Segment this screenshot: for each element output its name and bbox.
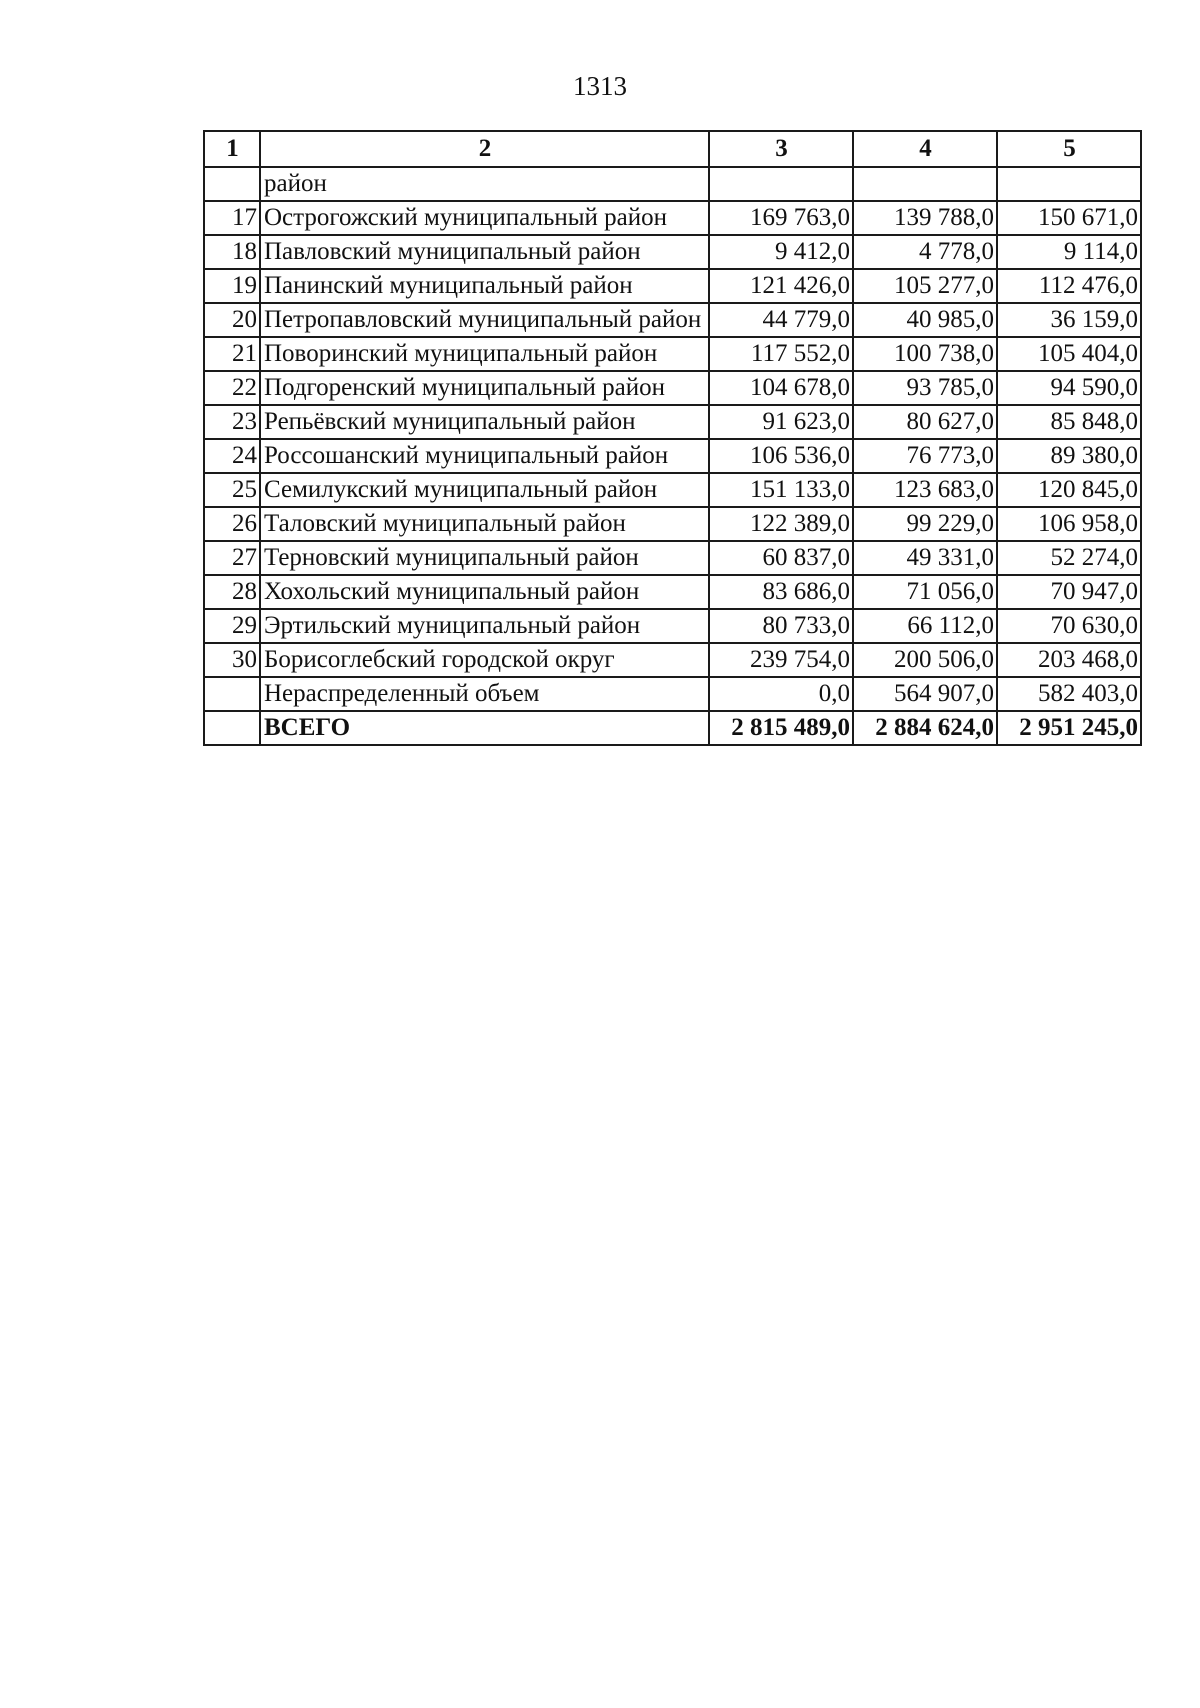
table-row xyxy=(204,201,1141,235)
cell-name: Петропавловский муниципальный район xyxy=(260,303,709,337)
cell-name: Россошанский муниципальный район xyxy=(260,439,709,473)
cell-v3: 83 686,0 xyxy=(709,575,853,609)
total-row xyxy=(204,711,1141,745)
table-row xyxy=(204,269,1141,303)
cell-name: Подгоренский муниципальный район xyxy=(260,371,709,405)
table-row xyxy=(204,575,1141,609)
cell-v5: 85 848,0 xyxy=(997,405,1141,439)
table-row xyxy=(204,303,1141,337)
cell-v4: 80 627,0 xyxy=(853,405,997,439)
table-row xyxy=(204,439,1141,473)
cell-num xyxy=(204,711,260,745)
cell-v3: 122 389,0 xyxy=(709,507,853,541)
cell-v4: 105 277,0 xyxy=(853,269,997,303)
cell-v3: 239 754,0 xyxy=(709,643,853,677)
cell-v5: 36 159,0 xyxy=(997,303,1141,337)
cell-name: Павловский муниципальный район xyxy=(260,235,709,269)
cell-v4: 200 506,0 xyxy=(853,643,997,677)
cell-name: Острогожский муниципальный район xyxy=(260,201,709,235)
cell-num: 19 xyxy=(204,269,260,303)
cell-v4: 123 683,0 xyxy=(853,473,997,507)
cell-v3: 0,0 xyxy=(709,677,853,711)
cell-v3 xyxy=(709,167,853,201)
cell-v5: 70 947,0 xyxy=(997,575,1141,609)
cell-v5: 2 951 245,0 xyxy=(997,711,1141,745)
cell-name: Хохольский муниципальный район xyxy=(260,575,709,609)
header-col-3: 3 xyxy=(709,131,853,167)
cell-v5: 105 404,0 xyxy=(997,337,1141,371)
cell-v3: 60 837,0 xyxy=(709,541,853,575)
cell-name: Нераспределенный объем xyxy=(260,677,709,711)
cell-num xyxy=(204,677,260,711)
cell-v5: 94 590,0 xyxy=(997,371,1141,405)
cell-v5: 9 114,0 xyxy=(997,235,1141,269)
cell-name: ВСЕГО xyxy=(260,711,709,745)
cell-v3: 44 779,0 xyxy=(709,303,853,337)
cell-num: 26 xyxy=(204,507,260,541)
cell-num: 21 xyxy=(204,337,260,371)
cell-v4: 99 229,0 xyxy=(853,507,997,541)
cell-num: 18 xyxy=(204,235,260,269)
cell-v3: 91 623,0 xyxy=(709,405,853,439)
cell-v4: 4 778,0 xyxy=(853,235,997,269)
cell-num: 20 xyxy=(204,303,260,337)
cell-num: 25 xyxy=(204,473,260,507)
cell-v4: 66 112,0 xyxy=(853,609,997,643)
cell-v4: 40 985,0 xyxy=(853,303,997,337)
cell-name: Эртильский муниципальный район xyxy=(260,609,709,643)
header-col-2: 2 xyxy=(260,131,709,167)
cell-v3: 80 733,0 xyxy=(709,609,853,643)
cell-num: 23 xyxy=(204,405,260,439)
header-col-5: 5 xyxy=(997,131,1141,167)
cell-name: Таловский муниципальный район xyxy=(260,507,709,541)
cell-v3: 169 763,0 xyxy=(709,201,853,235)
cell-v5: 52 274,0 xyxy=(997,541,1141,575)
cell-v3: 151 133,0 xyxy=(709,473,853,507)
cell-v4: 93 785,0 xyxy=(853,371,997,405)
header-row xyxy=(204,131,1141,167)
cell-name: Поворинский муниципальный район xyxy=(260,337,709,371)
cell-v3: 2 815 489,0 xyxy=(709,711,853,745)
cell-v4: 71 056,0 xyxy=(853,575,997,609)
cell-v4: 2 884 624,0 xyxy=(853,711,997,745)
cell-v5: 106 958,0 xyxy=(997,507,1141,541)
cell-num: 30 xyxy=(204,643,260,677)
table-row xyxy=(204,337,1141,371)
header-col-1: 1 xyxy=(204,131,260,167)
cell-v5: 89 380,0 xyxy=(997,439,1141,473)
header-col-4: 4 xyxy=(853,131,997,167)
cell-v3: 106 536,0 xyxy=(709,439,853,473)
table-body xyxy=(204,167,1141,745)
cell-name: Терновский муниципальный район xyxy=(260,541,709,575)
table-header xyxy=(204,131,1141,167)
cell-v4: 100 738,0 xyxy=(853,337,997,371)
table-row xyxy=(204,405,1141,439)
cell-v4: 49 331,0 xyxy=(853,541,997,575)
cell-v4: 564 907,0 xyxy=(853,677,997,711)
page-number: 1313 xyxy=(573,71,627,101)
cell-v5: 120 845,0 xyxy=(997,473,1141,507)
cell-num: 29 xyxy=(204,609,260,643)
table-row xyxy=(204,235,1141,269)
cell-name: Репьёвский муниципальный район xyxy=(260,405,709,439)
cell-num: 17 xyxy=(204,201,260,235)
cell-v3: 117 552,0 xyxy=(709,337,853,371)
budget-table xyxy=(203,130,1142,746)
cell-v5: 203 468,0 xyxy=(997,643,1141,677)
cell-v5 xyxy=(997,167,1141,201)
cell-name: Семилукский муниципальный район xyxy=(260,473,709,507)
cell-v3: 9 412,0 xyxy=(709,235,853,269)
cell-v3: 104 678,0 xyxy=(709,371,853,405)
cell-num: 24 xyxy=(204,439,260,473)
table-row xyxy=(204,677,1141,711)
cell-name: Панинский муниципальный район xyxy=(260,269,709,303)
cell-v4 xyxy=(853,167,997,201)
cell-num: 28 xyxy=(204,575,260,609)
cell-name: район xyxy=(260,167,709,201)
cell-v3: 121 426,0 xyxy=(709,269,853,303)
cell-v4: 139 788,0 xyxy=(853,201,997,235)
table-row xyxy=(204,609,1141,643)
cell-v5: 150 671,0 xyxy=(997,201,1141,235)
table-row xyxy=(204,473,1141,507)
cell-num xyxy=(204,167,260,201)
cell-v5: 112 476,0 xyxy=(997,269,1141,303)
cell-v4: 76 773,0 xyxy=(853,439,997,473)
cell-v5: 70 630,0 xyxy=(997,609,1141,643)
table-row xyxy=(204,371,1141,405)
table-row xyxy=(204,167,1141,201)
cell-num: 22 xyxy=(204,371,260,405)
cell-v5: 582 403,0 xyxy=(997,677,1141,711)
table-row xyxy=(204,643,1141,677)
cell-num: 27 xyxy=(204,541,260,575)
table-row xyxy=(204,541,1141,575)
table-row xyxy=(204,507,1141,541)
cell-name: Борисоглебский городской округ xyxy=(260,643,709,677)
